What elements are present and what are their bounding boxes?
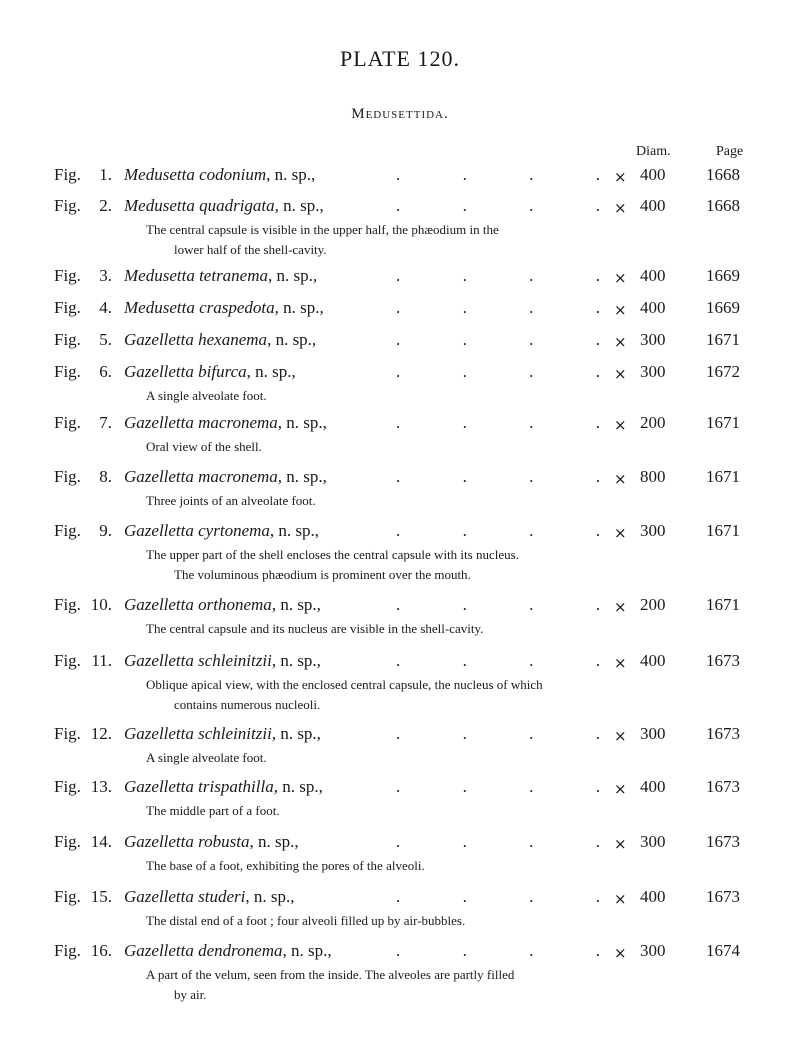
description-line: Oblique apical view, with the enclosed central capsule, the nucleus of which [146,677,543,692]
diam-column-header: Diam. [636,144,671,159]
fig-label: Fig. [54,724,81,743]
leader-dot: . [396,266,401,285]
species-epithet: quadrigata [199,196,275,215]
figure-row [0,651,800,675]
page-number: 1671 [706,595,740,614]
new-species-marker: , n. sp., [271,651,321,670]
new-species-marker: , n. sp., [266,165,316,184]
leader-dot: . [595,941,600,960]
leader-dots [396,887,600,907]
figure-entry [0,777,800,821]
magnification-symbol: × [614,780,627,798]
figure-row [0,887,800,911]
description-line: The upper part of the shell encloses the central capsule with its nucleus. [146,547,519,562]
figure-row [0,941,800,965]
page-number: 1673 [706,887,740,906]
species-name [124,777,323,797]
page-number: 1671 [706,330,740,349]
leader-dot: . [529,196,534,215]
new-species-marker: , n. sp., [246,362,296,381]
figure-description [146,437,616,457]
magnification-symbol: × [614,199,627,217]
species-name [124,832,299,852]
genus-name: Gazelletta [124,887,194,906]
page-number: 1673 [706,724,740,743]
leader-dot: . [396,298,401,317]
species-name [124,651,321,671]
figure-entry [0,413,800,457]
leader-dot: . [595,165,600,184]
description-line: lower half of the shell-cavity. [174,242,327,257]
new-species-marker: , n. sp., [277,413,327,432]
species-name [124,196,324,216]
leader-dot: . [595,362,600,381]
species-epithet: macronema [198,413,278,432]
diameter-value: 300 [640,330,666,349]
fig-number: 6. [99,362,112,381]
leader-dot: . [529,413,534,432]
genus-name: Gazelletta [124,362,194,381]
species-name [124,887,295,907]
leader-dot: . [396,887,401,906]
diameter-value: 400 [640,651,666,670]
leader-dot: . [396,651,401,670]
new-species-marker: , n. sp., [249,832,299,851]
figure-description [146,911,616,931]
magnification-symbol: × [614,890,627,908]
new-species-marker: , n. sp., [274,298,324,317]
magnification-symbol: × [614,301,627,319]
leader-dot: . [396,467,401,486]
leader-dot: . [396,595,401,614]
figure-row [0,777,800,801]
description-line: A single alveolate foot. [146,388,267,403]
leader-dot: . [529,832,534,851]
figure-description [146,748,616,768]
figure-row [0,832,800,856]
page-number: 1671 [706,467,740,486]
fig-number: 4. [99,298,112,317]
magnification-symbol: × [614,835,627,853]
description-line: The middle part of a foot. [146,803,280,818]
fig-label: Fig. [54,651,81,670]
genus-name: Gazelletta [124,724,194,743]
leader-dot: . [462,777,467,796]
figure-description [146,801,616,821]
figure-description [146,856,616,876]
leader-dots [396,724,600,744]
fig-number: 13. [90,777,112,796]
leader-dot: . [595,777,600,796]
leader-dot: . [462,521,467,540]
magnification-symbol: × [614,524,627,542]
fig-number: 16. [90,941,112,960]
magnification-symbol: × [614,333,627,351]
fig-label: Fig. [54,298,81,317]
species-epithet: studeri [198,887,246,906]
figure-entry [0,941,800,1005]
leader-dot: . [396,521,401,540]
species-epithet: craspedota [199,298,275,317]
figure-row [0,266,800,290]
page-number: 1674 [706,941,740,960]
fig-number: 2. [99,196,112,215]
leader-dot: . [396,941,401,960]
leader-dot: . [595,651,600,670]
leader-dot: . [529,724,534,743]
leader-dot: . [595,196,600,215]
genus-name: Gazelletta [124,941,194,960]
diameter-value: 400 [640,777,666,796]
species-epithet: schleinitzii [198,651,272,670]
diameter-value: 300 [640,941,666,960]
new-species-marker: , n. sp., [282,941,332,960]
new-species-marker: , n. sp., [245,887,295,906]
description-line: A single alveolate foot. [146,750,267,765]
figure-description [146,965,616,1005]
leader-dot: . [595,467,600,486]
fig-number: 10. [90,595,112,614]
genus-name: Gazelletta [124,595,194,614]
leader-dot: . [529,777,534,796]
fig-label: Fig. [54,362,81,381]
description-line: The voluminous phæodium is prominent over the mouth. [174,567,471,582]
page-number: 1673 [706,832,740,851]
leader-dot: . [462,651,467,670]
diameter-value: 300 [640,832,666,851]
diameter-value: 200 [640,595,666,614]
figure-entry [0,298,800,322]
leader-dot: . [595,330,600,349]
page-column-header: Page [716,144,744,159]
species-epithet: hexanema [198,330,268,349]
species-epithet: tetranema [199,266,269,285]
figure-row [0,724,800,748]
leader-dots [396,165,600,185]
page-number: 1673 [706,777,740,796]
diameter-value: 200 [640,413,666,432]
magnification-symbol: × [614,727,627,745]
species-epithet: dendronema [198,941,283,960]
leader-dot: . [595,887,600,906]
new-species-marker: , n. sp., [274,196,324,215]
new-species-marker: , n. sp., [271,724,321,743]
leader-dot: . [529,165,534,184]
figure-entry [0,196,800,260]
figure-entry [0,467,800,511]
species-name [124,941,332,961]
new-species-marker: , n. sp., [267,330,317,349]
fig-label: Fig. [54,887,81,906]
leader-dots [396,651,600,671]
leader-dot: . [462,941,467,960]
genus-name: Gazelletta [124,413,194,432]
leader-dot: . [595,298,600,317]
fig-number: 7. [99,413,112,432]
species-epithet: macronema [198,467,278,486]
new-species-marker: , n. sp., [277,467,327,486]
leader-dot: . [396,196,401,215]
leader-dot: . [529,298,534,317]
species-name [124,362,296,382]
diameter-value: 400 [640,887,666,906]
genus-name: Medusetta [124,266,195,285]
leader-dots [396,362,600,382]
page-number: 1669 [706,298,740,317]
species-name [124,330,316,350]
genus-name: Gazelletta [124,777,194,796]
leader-dots [396,467,600,487]
new-species-marker: , n. sp., [273,777,323,796]
page-number: 1672 [706,362,740,381]
species-name [124,298,324,318]
fig-number: 9. [99,521,112,540]
figure-description [146,545,616,585]
species-epithet: bifurca [198,362,247,381]
leader-dots [396,266,600,286]
leader-dot: . [396,724,401,743]
genus-name: Gazelletta [124,521,194,540]
leader-dot: . [529,595,534,614]
figure-description [146,386,616,406]
figure-row [0,330,800,354]
description-line: The central capsule and its nucleus are visible in the shell-cavity. [146,621,484,636]
magnification-symbol: × [614,365,627,383]
leader-dots [396,832,600,852]
description-line: Oral view of the shell. [146,439,262,454]
species-epithet: trispathilla [198,777,274,796]
fig-label: Fig. [54,196,81,215]
description-line: contains numerous nucleoli. [174,697,321,712]
diameter-value: 400 [640,165,666,184]
leader-dots [396,196,600,216]
leader-dots [396,521,600,541]
figure-row [0,298,800,322]
leader-dot: . [595,266,600,285]
fig-number: 12. [90,724,112,743]
species-epithet: orthonema [198,595,272,614]
figure-row [0,413,800,437]
description-line: The distal end of a foot ; four alveoli filled up by air-bubbles. [146,913,466,928]
fig-number: 8. [99,467,112,486]
figure-entry [0,595,800,639]
new-species-marker: , n. sp., [269,521,320,540]
leader-dot: . [462,266,467,285]
figure-entry [0,362,800,406]
page-number: 1669 [706,266,740,285]
leader-dot: . [396,832,401,851]
fig-number: 5. [99,330,112,349]
diameter-value: 400 [640,298,666,317]
figure-entry [0,266,800,290]
figure-row [0,595,800,619]
magnification-symbol: × [614,654,627,672]
leader-dot: . [529,521,534,540]
figure-row [0,467,800,491]
leader-dot: . [462,467,467,486]
leader-dot: . [462,298,467,317]
diameter-value: 300 [640,724,666,743]
leader-dot: . [529,330,534,349]
fig-label: Fig. [54,266,81,285]
leader-dot: . [529,362,534,381]
genus-name: Medusetta [124,298,195,317]
description-line: A part of the velum, seen from the inside. The alveoles are partly filled [146,967,515,982]
description-line: The central capsule is visible in the upper half, the phæodium in the [146,222,499,237]
genus-name: Medusetta [124,196,195,215]
leader-dot: . [396,165,401,184]
description-line: The base of a foot, exhibiting the pores of the alveoli. [146,858,425,873]
genus-name: Gazelletta [124,651,194,670]
diameter-value: 800 [640,467,666,486]
page-number: 1668 [706,165,740,184]
leader-dot: . [462,196,467,215]
species-epithet: schleinitzii [198,724,272,743]
figure-description [146,491,616,511]
leader-dots [396,298,600,318]
leader-dots [396,595,600,615]
figure-entry [0,521,800,585]
fig-label: Fig. [54,777,81,796]
leader-dot: . [462,362,467,381]
figure-row [0,196,800,220]
genus-name: Gazelletta [124,832,194,851]
leader-dots [396,413,600,433]
leader-dots [396,941,600,961]
fig-number: 15. [90,887,112,906]
leader-dot: . [595,595,600,614]
leader-dot: . [462,832,467,851]
leader-dot: . [462,724,467,743]
leader-dot: . [462,413,467,432]
fig-number: 1. [99,165,112,184]
species-epithet: codonium [199,165,267,184]
figure-entry [0,724,800,768]
leader-dot: . [595,413,600,432]
figure-description [146,619,616,639]
description-line: by air. [174,987,207,1002]
genus-name: Gazelletta [124,467,194,486]
leader-dot: . [595,724,600,743]
figure-row [0,362,800,386]
fig-label: Fig. [54,330,81,349]
leader-dot: . [595,832,600,851]
leader-dot: . [396,777,401,796]
leader-dot: . [396,413,401,432]
leader-dot: . [462,595,467,614]
leader-dots [396,777,600,797]
species-name [124,595,321,615]
genus-name: Gazelletta [124,330,194,349]
species-name [124,521,319,541]
leader-dot: . [529,266,534,285]
fig-label: Fig. [54,595,81,614]
figure-entry [0,651,800,715]
page-number: 1671 [706,521,740,540]
magnification-symbol: × [614,269,627,287]
leader-dot: . [462,887,467,906]
figure-description [146,675,616,715]
leader-dot: . [529,467,534,486]
figure-row [0,521,800,545]
magnification-symbol: × [614,944,627,962]
fig-label: Fig. [54,467,81,486]
magnification-symbol: × [614,416,627,434]
page-number: 1671 [706,413,740,432]
magnification-symbol: × [614,598,627,616]
figure-description [146,220,616,260]
magnification-symbol: × [614,470,627,488]
figure-row [0,165,800,189]
figure-entry [0,330,800,354]
leader-dots [396,330,600,350]
leader-dot: . [462,330,467,349]
leader-dot: . [462,165,467,184]
fig-label: Fig. [54,413,81,432]
description-line: Three joints of an alveolate foot. [146,493,316,508]
leader-dot: . [529,941,534,960]
leader-dot: . [529,651,534,670]
fig-label: Fig. [54,165,81,184]
fig-number: 3. [99,266,112,285]
species-name [124,467,327,487]
figure-entry [0,165,800,189]
species-epithet: cyrtonema [198,521,270,540]
species-epithet: robusta [198,832,250,851]
leader-dot: . [396,330,401,349]
species-name [124,266,317,286]
diameter-value: 300 [640,521,666,540]
new-species-marker: , n. sp., [271,595,321,614]
magnification-symbol: × [614,168,627,186]
plate-title: PLATE 120. [340,46,460,71]
fig-label: Fig. [54,521,81,540]
section-title: Medusettida. [351,106,449,122]
figure-entry [0,832,800,876]
page-number: 1668 [706,196,740,215]
species-name [124,413,327,433]
fig-label: Fig. [54,832,81,851]
species-name [124,724,321,744]
page-number: 1673 [706,651,740,670]
diameter-value: 400 [640,196,666,215]
leader-dot: . [529,887,534,906]
genus-name: Medusetta [124,165,195,184]
species-name [124,165,315,185]
leader-dot: . [595,521,600,540]
diameter-value: 400 [640,266,666,285]
new-species-marker: , n. sp., [268,266,318,285]
figure-entry [0,887,800,931]
fig-label: Fig. [54,941,81,960]
diameter-value: 300 [640,362,666,381]
leader-dot: . [396,362,401,381]
fig-number: 14. [90,832,112,851]
fig-number: 11. [91,651,112,670]
